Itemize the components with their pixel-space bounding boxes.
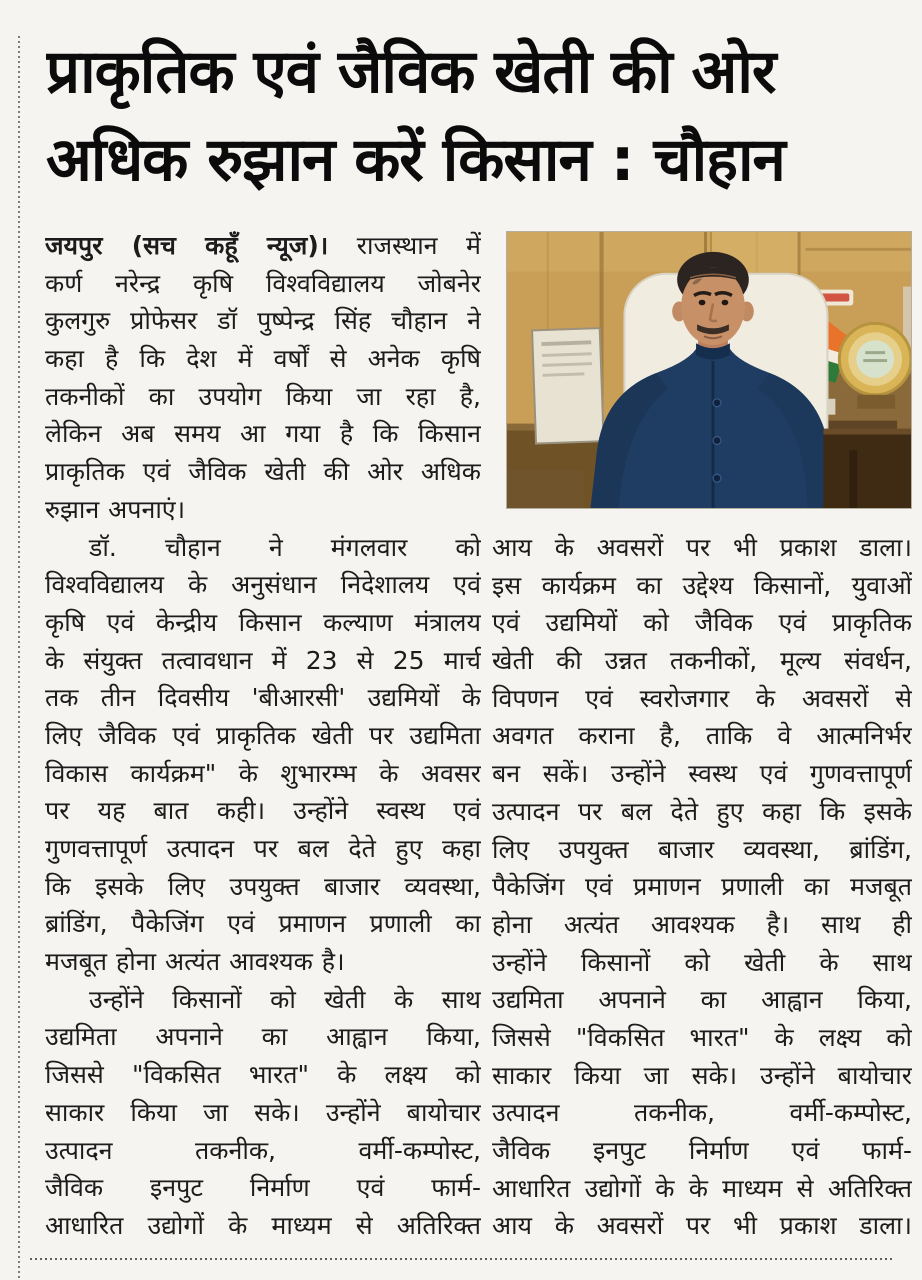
article-line: आधारित उद्योगों के के माध्यम से अतिरिक्त xyxy=(492,1173,912,1203)
article-line: उन्होंने किसानों को खेती के साथ xyxy=(89,984,481,1014)
bottom-rule xyxy=(30,1258,892,1260)
article-line: इस कार्यक्रम का उद्देश्य किसानों, युवाओं xyxy=(492,570,912,600)
article-line: पर यह बात कही। उन्होंने स्वस्थ एवं xyxy=(45,796,481,826)
left-column-divider xyxy=(18,36,20,1280)
article-line: उत्पादन तकनीक, वर्मी-कम्पोस्ट, xyxy=(45,1135,481,1165)
article-line: उद्यमिता अपनाने का आह्वान किया, xyxy=(45,1022,481,1052)
article-line: जयपुर (सच कहूँ न्यूज)। राजस्थान में xyxy=(45,231,481,260)
article-line: रुझान अपनाएं। xyxy=(45,494,186,524)
article-column-right xyxy=(492,529,912,1245)
article-line: तक तीन दिवसीय 'बीआरसी' उद्यमियों के xyxy=(45,683,481,713)
dateline-bold: जयपुर (सच कहूँ न्यूज)। xyxy=(45,231,329,260)
article-line: उन्होंने किसानों को खेती के साथ xyxy=(492,947,912,977)
article-line: उत्पादन पर बल देते हुए कहा कि इसके xyxy=(492,796,912,826)
article-line: लिए जैविक एवं प्राकृतिक खेती पर उद्यमिता xyxy=(45,720,481,750)
article-line: जिससे "विकसित भारत" के लक्ष्य को xyxy=(492,1022,912,1052)
article-line: आधारित उद्योगों के माध्यम से अतिरिक्त xyxy=(45,1210,481,1240)
article-line: ब्रांडिंग, पैकेजिंग एवं प्रमाणन प्रणाली का xyxy=(45,909,481,939)
article-line: जैविक इनपुट निर्माण एवं फार्म- xyxy=(45,1173,481,1203)
article-line: कृषि एवं केन्द्रीय किसान कल्याण मंत्रालय xyxy=(45,607,481,637)
article-line: उत्पादन तकनीक, वर्मी-कम्पोस्ट, xyxy=(492,1098,912,1128)
article-line: बन सकें। उन्होंने स्वस्थ एवं गुणवत्तापूर्ण xyxy=(492,759,912,789)
article-line: आय के अवसरों पर भी प्रकाश डाला। xyxy=(492,533,912,562)
article-line: कहा है कि देश में वर्षों से अनेक कृषि xyxy=(45,344,481,374)
article-line: तकनीकों का उपयोग किया जा रहा है, xyxy=(45,381,481,411)
article-line: पैकेजिंग एवं प्रमाणन प्रणाली का मजबूत xyxy=(492,872,912,902)
article-headline xyxy=(46,28,908,204)
article-line: जिससे "विकसित भारत" के लक्ष्य को xyxy=(45,1060,481,1090)
article-line: के संयुक्त तत्वावधान में 23 से 25 मार्च xyxy=(45,645,481,675)
article-line: एवं उद्यमियों को जैविक एवं प्राकृतिक xyxy=(492,608,912,638)
headline-line-1: प्राकृतिक एवं जैविक खेती की ओर xyxy=(46,37,776,107)
article-column-left xyxy=(45,227,481,1245)
article-photo xyxy=(506,231,912,509)
article-line: खेती की उन्नत तकनीकों, मूल्य संवर्धन, xyxy=(492,646,912,676)
article-line: लेकिन अब समय आ गया है कि किसान xyxy=(45,419,481,449)
article-line: साकार किया जा सके। उन्होंने बायोचार xyxy=(492,1060,912,1090)
article-line: होना अत्यंत आवश्यक है। साथ ही xyxy=(492,909,912,939)
article-line: कुलगुरु प्रोफेसर डॉ पुष्पेन्द्र सिंह चौहान ने xyxy=(45,306,481,336)
article-line: प्राकृतिक एवं जैविक खेती की ओर अधिक xyxy=(45,457,481,487)
article-line: विश्वविद्यालय के अनुसंधान निदेशालय एवं xyxy=(45,570,481,600)
article-line: आय के अवसरों पर भी प्रकाश डाला। xyxy=(492,1211,912,1241)
article-line: मजबूत होना अत्यंत आवश्यक है। xyxy=(45,947,345,977)
article-line: जैविक इनपुट निर्माण एवं फार्म- xyxy=(492,1136,912,1165)
article-line: विकास कार्यक्रम" के शुभारम्भ के अवसर xyxy=(45,758,481,788)
article-line: अवगत कराना है, ताकि वे आत्मनिर्भर xyxy=(492,721,912,751)
article-line: डॉ. चौहान ने मंगलवार को xyxy=(89,532,481,562)
article-line: कि इसके लिए उपयुक्त बाजार व्यवस्था, xyxy=(45,871,481,901)
headline-line-2: अधिक रुझान करें किसान : चौहान xyxy=(46,125,785,195)
article-line: कर्ण नरेन्द्र कृषि विश्वविद्यालय जोबनेर xyxy=(45,268,481,298)
article-line: साकार किया जा सके। उन्होंने बायोचार xyxy=(45,1097,481,1127)
article-line: उद्यमिता अपनाने का आह्वान किया, xyxy=(492,985,912,1015)
article-line: गुणवत्तापूर्ण उत्पादन पर बल देते हुए कहा xyxy=(45,834,481,863)
article-line: लिए उपयुक्त बाजार व्यवस्था, ब्रांडिंग, xyxy=(492,834,912,864)
photo-illustration xyxy=(507,232,911,508)
article-line: विपणन एवं स्वरोजगार के अवसरों से xyxy=(492,683,912,713)
